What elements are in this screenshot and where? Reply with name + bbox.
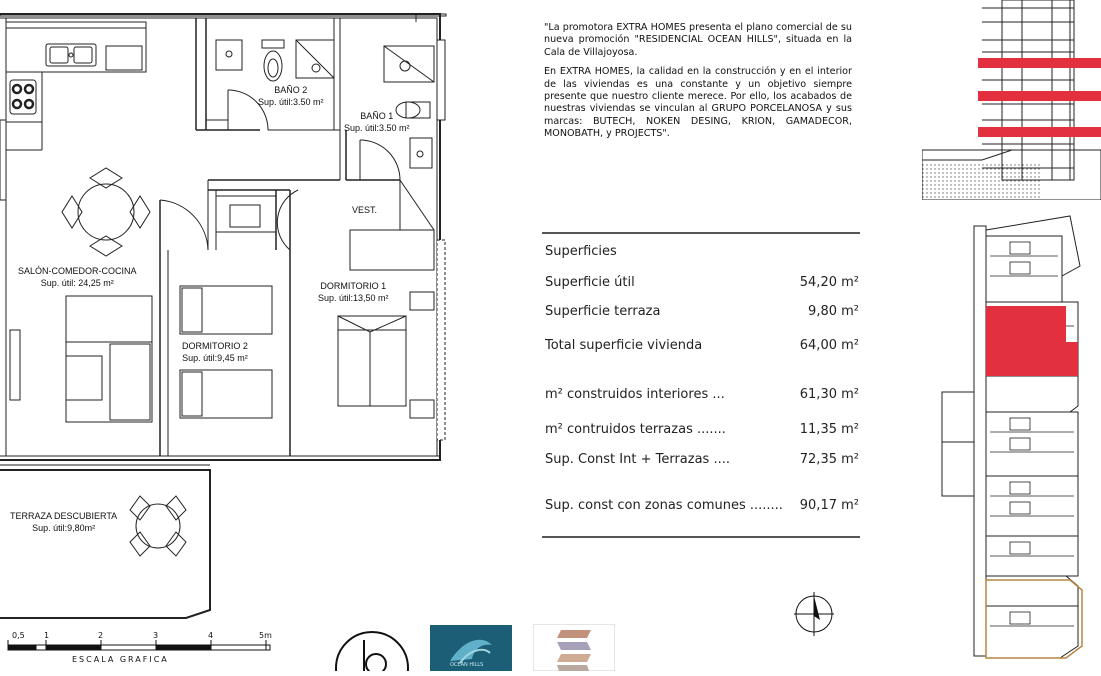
room-name: TERRAZA DESCUBIERTA bbox=[10, 511, 118, 521]
surface-row bbox=[545, 498, 859, 513]
surface-label: Sup. const con zonas comunes ........ bbox=[545, 498, 783, 513]
highlighted-floor bbox=[978, 58, 1101, 68]
surface-value: 9,80 m² bbox=[808, 304, 859, 319]
room-area: Sup. útil:9,80m² bbox=[32, 523, 96, 533]
floor-plan-drawing bbox=[0, 0, 450, 671]
surface-row bbox=[545, 422, 859, 437]
ocean-hills-logo-text: OCEAN HILLS bbox=[450, 662, 484, 668]
scale-tick: 5m bbox=[259, 631, 272, 640]
room-dormitorio-2 bbox=[182, 340, 248, 364]
floor-plan bbox=[0, 0, 450, 671]
room-bano-1 bbox=[344, 110, 410, 134]
highlighted-unit-outline bbox=[986, 580, 1082, 658]
surface-label: Total superficie vivienda bbox=[545, 338, 703, 353]
room-area: Sup. útil: 24,25 m² bbox=[40, 278, 114, 288]
surface-row bbox=[545, 304, 859, 319]
scale-tick: 2 bbox=[98, 631, 104, 640]
surface-value: 64,00 m² bbox=[799, 338, 859, 353]
surface-label: Superficie útil bbox=[545, 275, 635, 290]
surface-value: 54,20 m² bbox=[799, 275, 859, 290]
room-bano-2 bbox=[258, 84, 324, 108]
surface-label: Sup. Const Int + Terrazas .... bbox=[545, 452, 730, 467]
room-area: Sup. útil:9,45 m² bbox=[182, 353, 248, 363]
room-salon bbox=[18, 265, 137, 289]
room-area: Sup. útil:3.50 m² bbox=[258, 97, 324, 107]
divider bbox=[542, 536, 860, 538]
surface-label: m² contruidos terrazas ....... bbox=[545, 422, 726, 437]
highlighted-floor bbox=[978, 127, 1101, 137]
scale-tick: 4 bbox=[208, 631, 214, 640]
north-arrow-icon bbox=[790, 590, 838, 638]
surface-value: 72,35 m² bbox=[799, 452, 859, 467]
surface-value: 61,30 m² bbox=[799, 387, 859, 402]
surfaces-title: Superficies bbox=[545, 244, 617, 259]
scale-tick: 0,5 bbox=[12, 631, 25, 640]
scale-tick: 1 bbox=[44, 631, 50, 640]
room-name: DORMITORIO 2 bbox=[182, 341, 248, 351]
surface-row bbox=[545, 452, 859, 467]
highlighted-floor bbox=[978, 91, 1101, 101]
room-name: SALÓN-COMEDOR-COCINA bbox=[18, 266, 137, 276]
description-paragraph: "La promotora EXTRA HOMES presenta el plano comercial de su nueva promoción "RESIDENCIAL OCEAN HILLS", situada en la Cala de Villajoyosa. bbox=[544, 22, 852, 58]
stripes-logo bbox=[533, 624, 615, 671]
room-name: VEST. bbox=[352, 205, 378, 215]
highlighted-unit bbox=[986, 306, 1078, 376]
room-dormitorio-1 bbox=[318, 280, 389, 304]
room-name: BAÑO 1 bbox=[360, 111, 394, 121]
scale-label: ESCALA GRAFICA bbox=[72, 655, 169, 664]
room-name: DORMITORIO 1 bbox=[320, 281, 387, 291]
surface-value: 11,35 m² bbox=[799, 422, 859, 437]
surface-label: m² construidos interiores ... bbox=[545, 387, 725, 402]
surface-value: 90,17 m² bbox=[799, 498, 859, 513]
scale-bar bbox=[8, 640, 270, 650]
room-name: BAÑO 2 bbox=[274, 85, 308, 95]
room-terraza bbox=[10, 510, 117, 534]
surface-label: Superficie terraza bbox=[545, 304, 661, 319]
ocean-hills-logo bbox=[430, 625, 512, 671]
room-area: Sup. útil:3.50 m² bbox=[344, 123, 410, 133]
divider bbox=[542, 232, 860, 234]
building-key-plan bbox=[930, 206, 1101, 671]
surface-row bbox=[545, 387, 859, 402]
room-vestidor bbox=[352, 204, 377, 216]
circle-logo bbox=[332, 624, 412, 671]
description-text bbox=[544, 22, 852, 148]
surfaces-table bbox=[542, 232, 862, 542]
room-area: Sup. útil:13,50 m² bbox=[318, 293, 389, 303]
description-paragraph: En EXTRA HOMES, la calidad en la construcción y en el interior de las viviendas es una constante y un objetivo siempre presente que nuestro cliente merece. Por ello, los acabados de nuestras viviendas se vinculan al GRUPO PORCELANOSA y sus marcas: BUTECH, NOKEN DESING, KRION, GAMADECOR, MONOBATH, y PROJECTS". bbox=[544, 66, 852, 140]
surface-row bbox=[545, 338, 859, 353]
surface-row bbox=[545, 275, 859, 290]
scale-tick: 3 bbox=[153, 631, 159, 640]
building-section bbox=[922, 0, 1101, 200]
